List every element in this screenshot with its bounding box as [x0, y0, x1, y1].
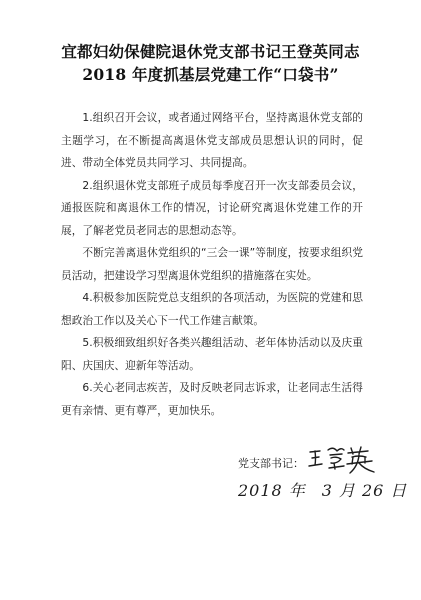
- date-day: 26: [361, 481, 385, 500]
- date-month: 3: [321, 481, 333, 500]
- secretary-label: 党支部书记：: [238, 457, 304, 470]
- handwritten-signature: [306, 442, 378, 476]
- paragraph-3: 不断完善离退休党组织的“三会一课”等制度，按要求组织党员活动，把建设学习型离退休党组织的措施落在实处。: [61, 246, 363, 282]
- date-year-unit: 年: [288, 481, 306, 500]
- handwritten-date: [238, 478, 408, 508]
- document-title-line-2: 2018 年度抓基层党建工作“口袋书”: [82, 65, 339, 84]
- date-year: 2018: [238, 481, 283, 500]
- date-month-unit: 月: [338, 481, 356, 500]
- paragraph-4: 4.积极参加医院党总支组织的各项活动，为医院的党建和思想政治工作以及关心下一代工作建言献策。: [61, 291, 363, 327]
- paragraph-5: 5.积极细致组织好各类兴趣组活动、老年体协活动以及庆重阳、庆国庆、迎新年等活动。: [61, 336, 363, 372]
- paragraph-1: 1.组织召开会议，或者通过网络平台，坚持离退休党支部的主题学习，在不断提高离退休党支部成员思想认识的同时，促进、带动全体党员共同学习、共同提高。: [61, 111, 363, 169]
- date-day-unit: 日: [390, 481, 408, 500]
- paragraph-2: 2.组织退休党支部班子成员每季度召开一次支部委员会议，通报医院和离退休工作的情况，讨论研究离退休党建工作的开展，了解老党员老同志的思想动态等。: [61, 178, 363, 237]
- document-body: [61, 107, 363, 422]
- paragraph-6: 6.关心老同志疾苦，及时反映老同志诉求，让老同志生活得更有亲情、更有尊严，更加快乐。: [61, 381, 363, 417]
- document-title-line-1: 宜都妇幼保健院退休党支部书记王登英同志: [61, 42, 360, 61]
